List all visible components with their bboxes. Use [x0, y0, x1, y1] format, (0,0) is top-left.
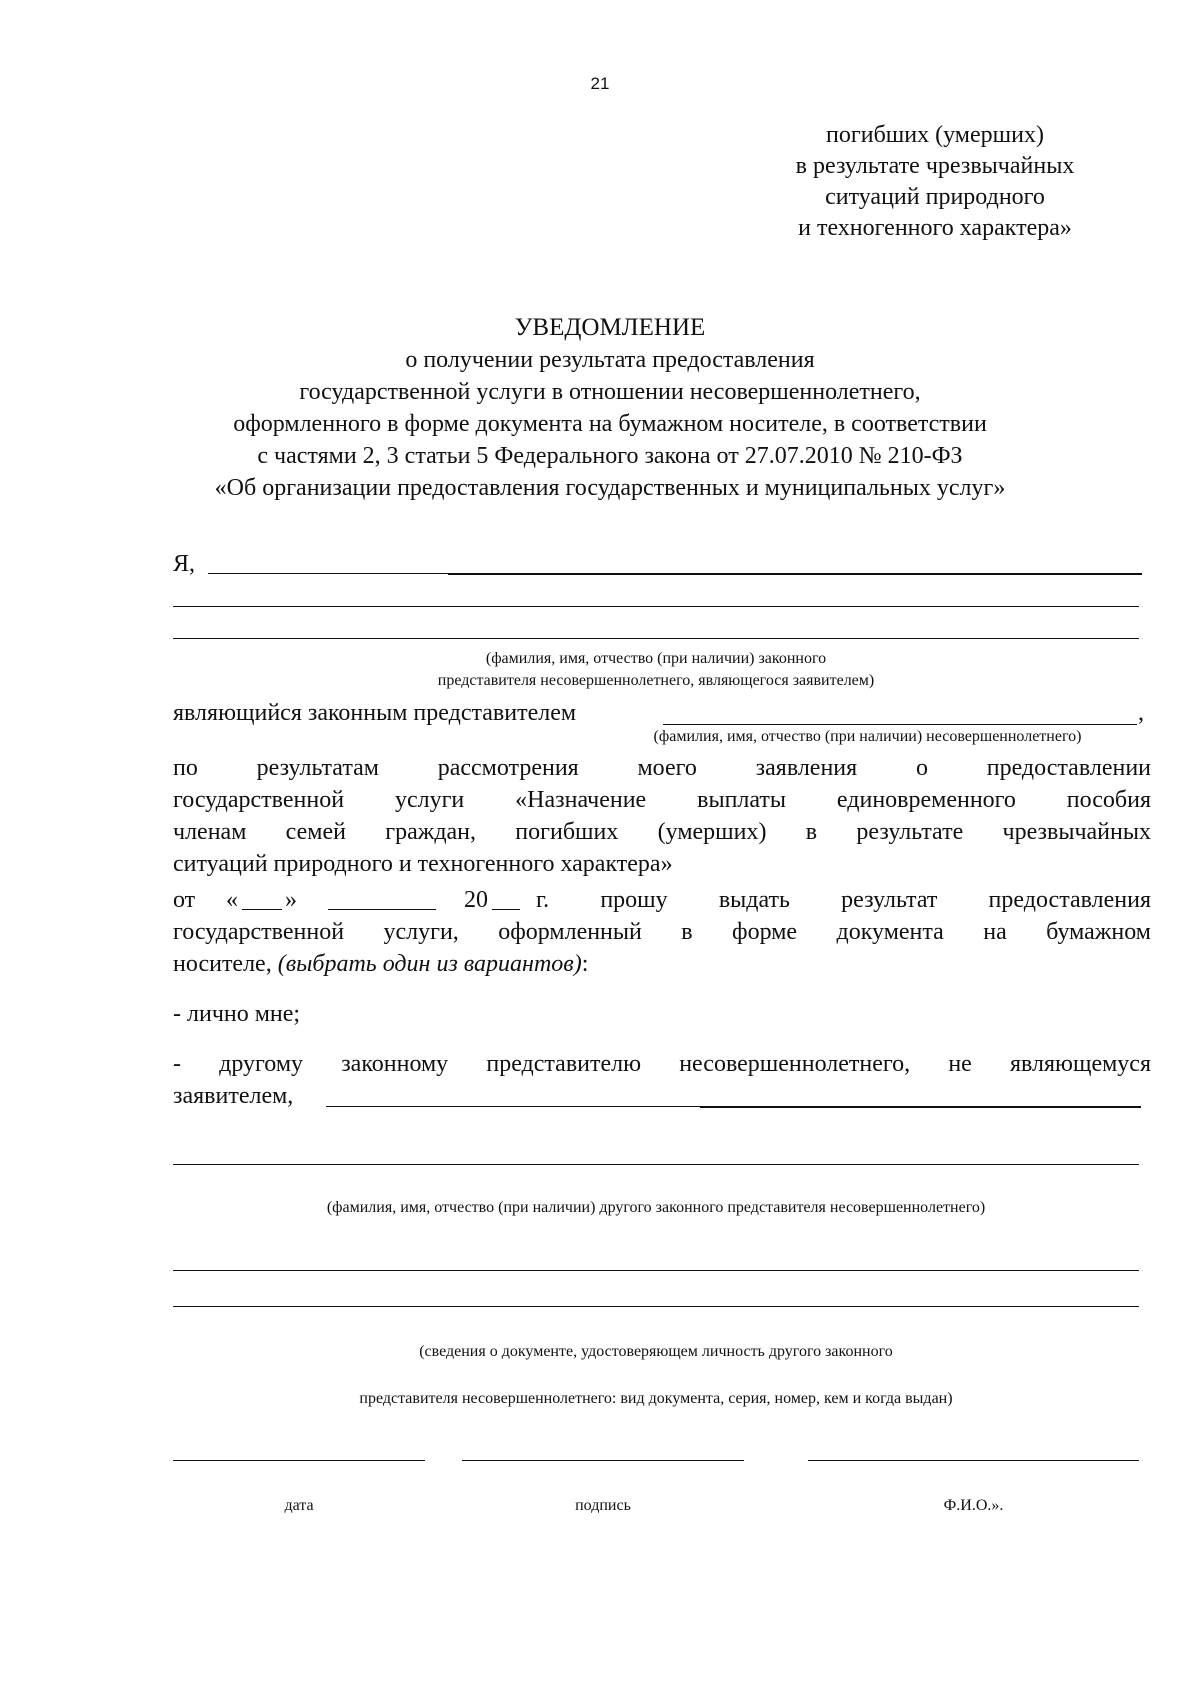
- other-rep-name-line[interactable]: [173, 1164, 1139, 1165]
- year-field[interactable]: [492, 909, 520, 910]
- doc-info-line-2[interactable]: [173, 1306, 1139, 1307]
- minor-name-field[interactable]: [663, 724, 1137, 725]
- other-rep-field-b[interactable]: [700, 1106, 1141, 1108]
- option-other-rep-line2: заявителем,: [173, 1083, 294, 1109]
- title-line: оформленного в форме документа на бумажном носителе, в соответствии: [233, 411, 987, 437]
- signature-field[interactable]: [462, 1460, 744, 1461]
- option-other-rep-line1[interactable]: - другому законному представителю несовершеннолетнего, не являющемуся: [173, 1051, 1151, 1077]
- para2-line3-end: :: [581, 951, 589, 977]
- title-line: государственной услуги в отношении несовершеннолетнего,: [299, 379, 921, 405]
- caption-minor: (фамилия, имя, отчество (при наличии) несовершеннолетнего): [653, 728, 1082, 745]
- applicant-name-line-3[interactable]: [173, 638, 1139, 639]
- para1-line1: по результатам рассмотрения моего заявления о предоставлении: [173, 755, 1151, 781]
- applicant-name-field-a[interactable]: [208, 573, 448, 574]
- date-from: от: [173, 887, 196, 913]
- choose-option-note: (выбрать один из вариантов): [277, 951, 582, 977]
- applicant-name-line-2[interactable]: [173, 606, 1139, 607]
- caption-other-rep: (фамилия, имя, отчество (при наличии) другого законного представителя несовершеннолетнего): [326, 1199, 986, 1216]
- label-date: дата: [284, 1497, 314, 1514]
- year-suffix: г. прошу выдать результат предоставления: [536, 887, 1151, 913]
- document-title: [150, 312, 1070, 504]
- other-rep-field-a[interactable]: [326, 1106, 700, 1107]
- title-line: «Об организации предоставления государственных и муниципальных услуг»: [214, 475, 1006, 501]
- header-line: ситуаций природного: [825, 184, 1045, 210]
- para2-line2: государственной услуги, оформленный в форме документа на бумажном: [173, 919, 1151, 945]
- title-main: УВЕДОМЛЕНИЕ: [514, 314, 706, 341]
- label-full-name: Ф.И.О.».: [943, 1497, 1004, 1514]
- quote-open: «: [226, 887, 238, 913]
- header-line: погибших (умерших): [826, 122, 1044, 148]
- page-number: 21: [590, 74, 610, 93]
- year-prefix: 20: [464, 887, 488, 913]
- label-signature: подпись: [575, 1497, 631, 1514]
- applicant-name-field-b[interactable]: [448, 573, 1142, 575]
- comma: ,: [1138, 700, 1144, 726]
- para2-line3: [173, 948, 588, 980]
- ya-label: Я,: [173, 551, 196, 577]
- caption-applicant-2: представителя несовершеннолетнего, являющегося заявителем): [437, 672, 875, 689]
- doc-info-line-1[interactable]: [173, 1270, 1139, 1271]
- para1-line2: государственной услуги «Назначение выплаты единовременного пособия: [173, 787, 1151, 813]
- option-personally[interactable]: - лично мне;: [173, 1001, 301, 1027]
- full-name-field[interactable]: [808, 1460, 1139, 1461]
- caption-doc-2: представителя несовершеннолетнего: вид документа, серия, номер, кем и когда выдан): [359, 1390, 953, 1407]
- header-line: и техногенного характера»: [798, 215, 1072, 241]
- month-field[interactable]: [328, 909, 436, 910]
- caption-doc-1: (сведения о документе, удостоверяющем личность другого законного: [419, 1343, 893, 1360]
- para1-line3: членам семей граждан, погибших (умерших) в результате чрезвычайных: [173, 819, 1151, 845]
- para1-line4: ситуаций природного и техногенного характера»: [173, 851, 673, 877]
- caption-applicant-1: (фамилия, имя, отчество (при наличии) законного: [485, 650, 827, 667]
- quote-close: »: [285, 887, 297, 913]
- legal-rep-label: являющийся законным представителем: [173, 700, 577, 726]
- para2-line3-start: носителе,: [173, 951, 278, 977]
- date-signature-field[interactable]: [173, 1460, 425, 1461]
- title-line: о получении результата предоставления: [405, 347, 815, 373]
- header-continuation: [760, 120, 1110, 244]
- day-field[interactable]: [242, 909, 282, 910]
- header-line: в результате чрезвычайных: [795, 153, 1075, 179]
- title-line: с частями 2, 3 статьи 5 Федерального закона от 27.07.2010 № 210-ФЗ: [257, 443, 963, 469]
